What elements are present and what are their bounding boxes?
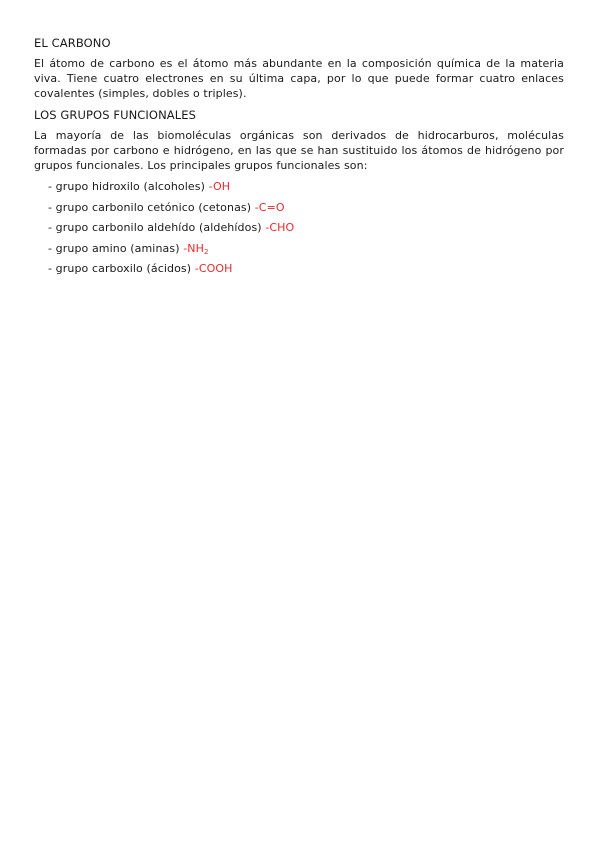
list-item-formula: -C=O: [254, 200, 285, 214]
document-page: [34, 35, 564, 282]
list-item: [48, 179, 564, 194]
functional-groups-list: [34, 179, 564, 276]
section-text-carbono: El átomo de carbono es el átomo más abundante en la composición química de la materia viva. Tiene cuatro electrones en su última capa, por lo que puede formar cuatro enlaces covalentes (simples, dobles o triples).: [34, 57, 564, 100]
list-item: [48, 241, 564, 256]
list-item-label: - grupo carbonilo cetónico (cetonas): [48, 200, 255, 214]
list-item-label: - grupo carboxilo (ácidos): [48, 262, 195, 275]
list-item-label: - grupo carbonilo aldehído (aldehídos): [48, 221, 266, 234]
formula-subscript: 2: [203, 247, 209, 256]
list-item: [48, 200, 564, 215]
section-title-carbono: EL CARBONO: [34, 36, 111, 50]
list-item-formula: -COOH: [194, 262, 233, 275]
list-item-formula: -OH: [208, 180, 231, 193]
list-item-label: - grupo hidroxilo (alcoholes): [48, 180, 209, 193]
section-title-grupos-funcionales: LOS GRUPOS FUNCIONALES: [34, 108, 197, 122]
formula-main: -NH: [183, 241, 204, 255]
list-item-label: - grupo amino (aminas): [48, 241, 184, 255]
section-text-grupos-funcionales: La mayoría de las biomoléculas orgánicas son derivados de hidrocarburos, moléculas formadas por carbono e hidrógeno, en las que se han sustituido los átomos de hidrógeno por grupos funcionales. Los principales grupos funcionales son:: [34, 129, 564, 172]
list-item-formula: [183, 242, 208, 255]
list-item: [48, 220, 564, 235]
list-item-formula: -CHO: [265, 221, 295, 234]
list-item: [48, 261, 564, 276]
